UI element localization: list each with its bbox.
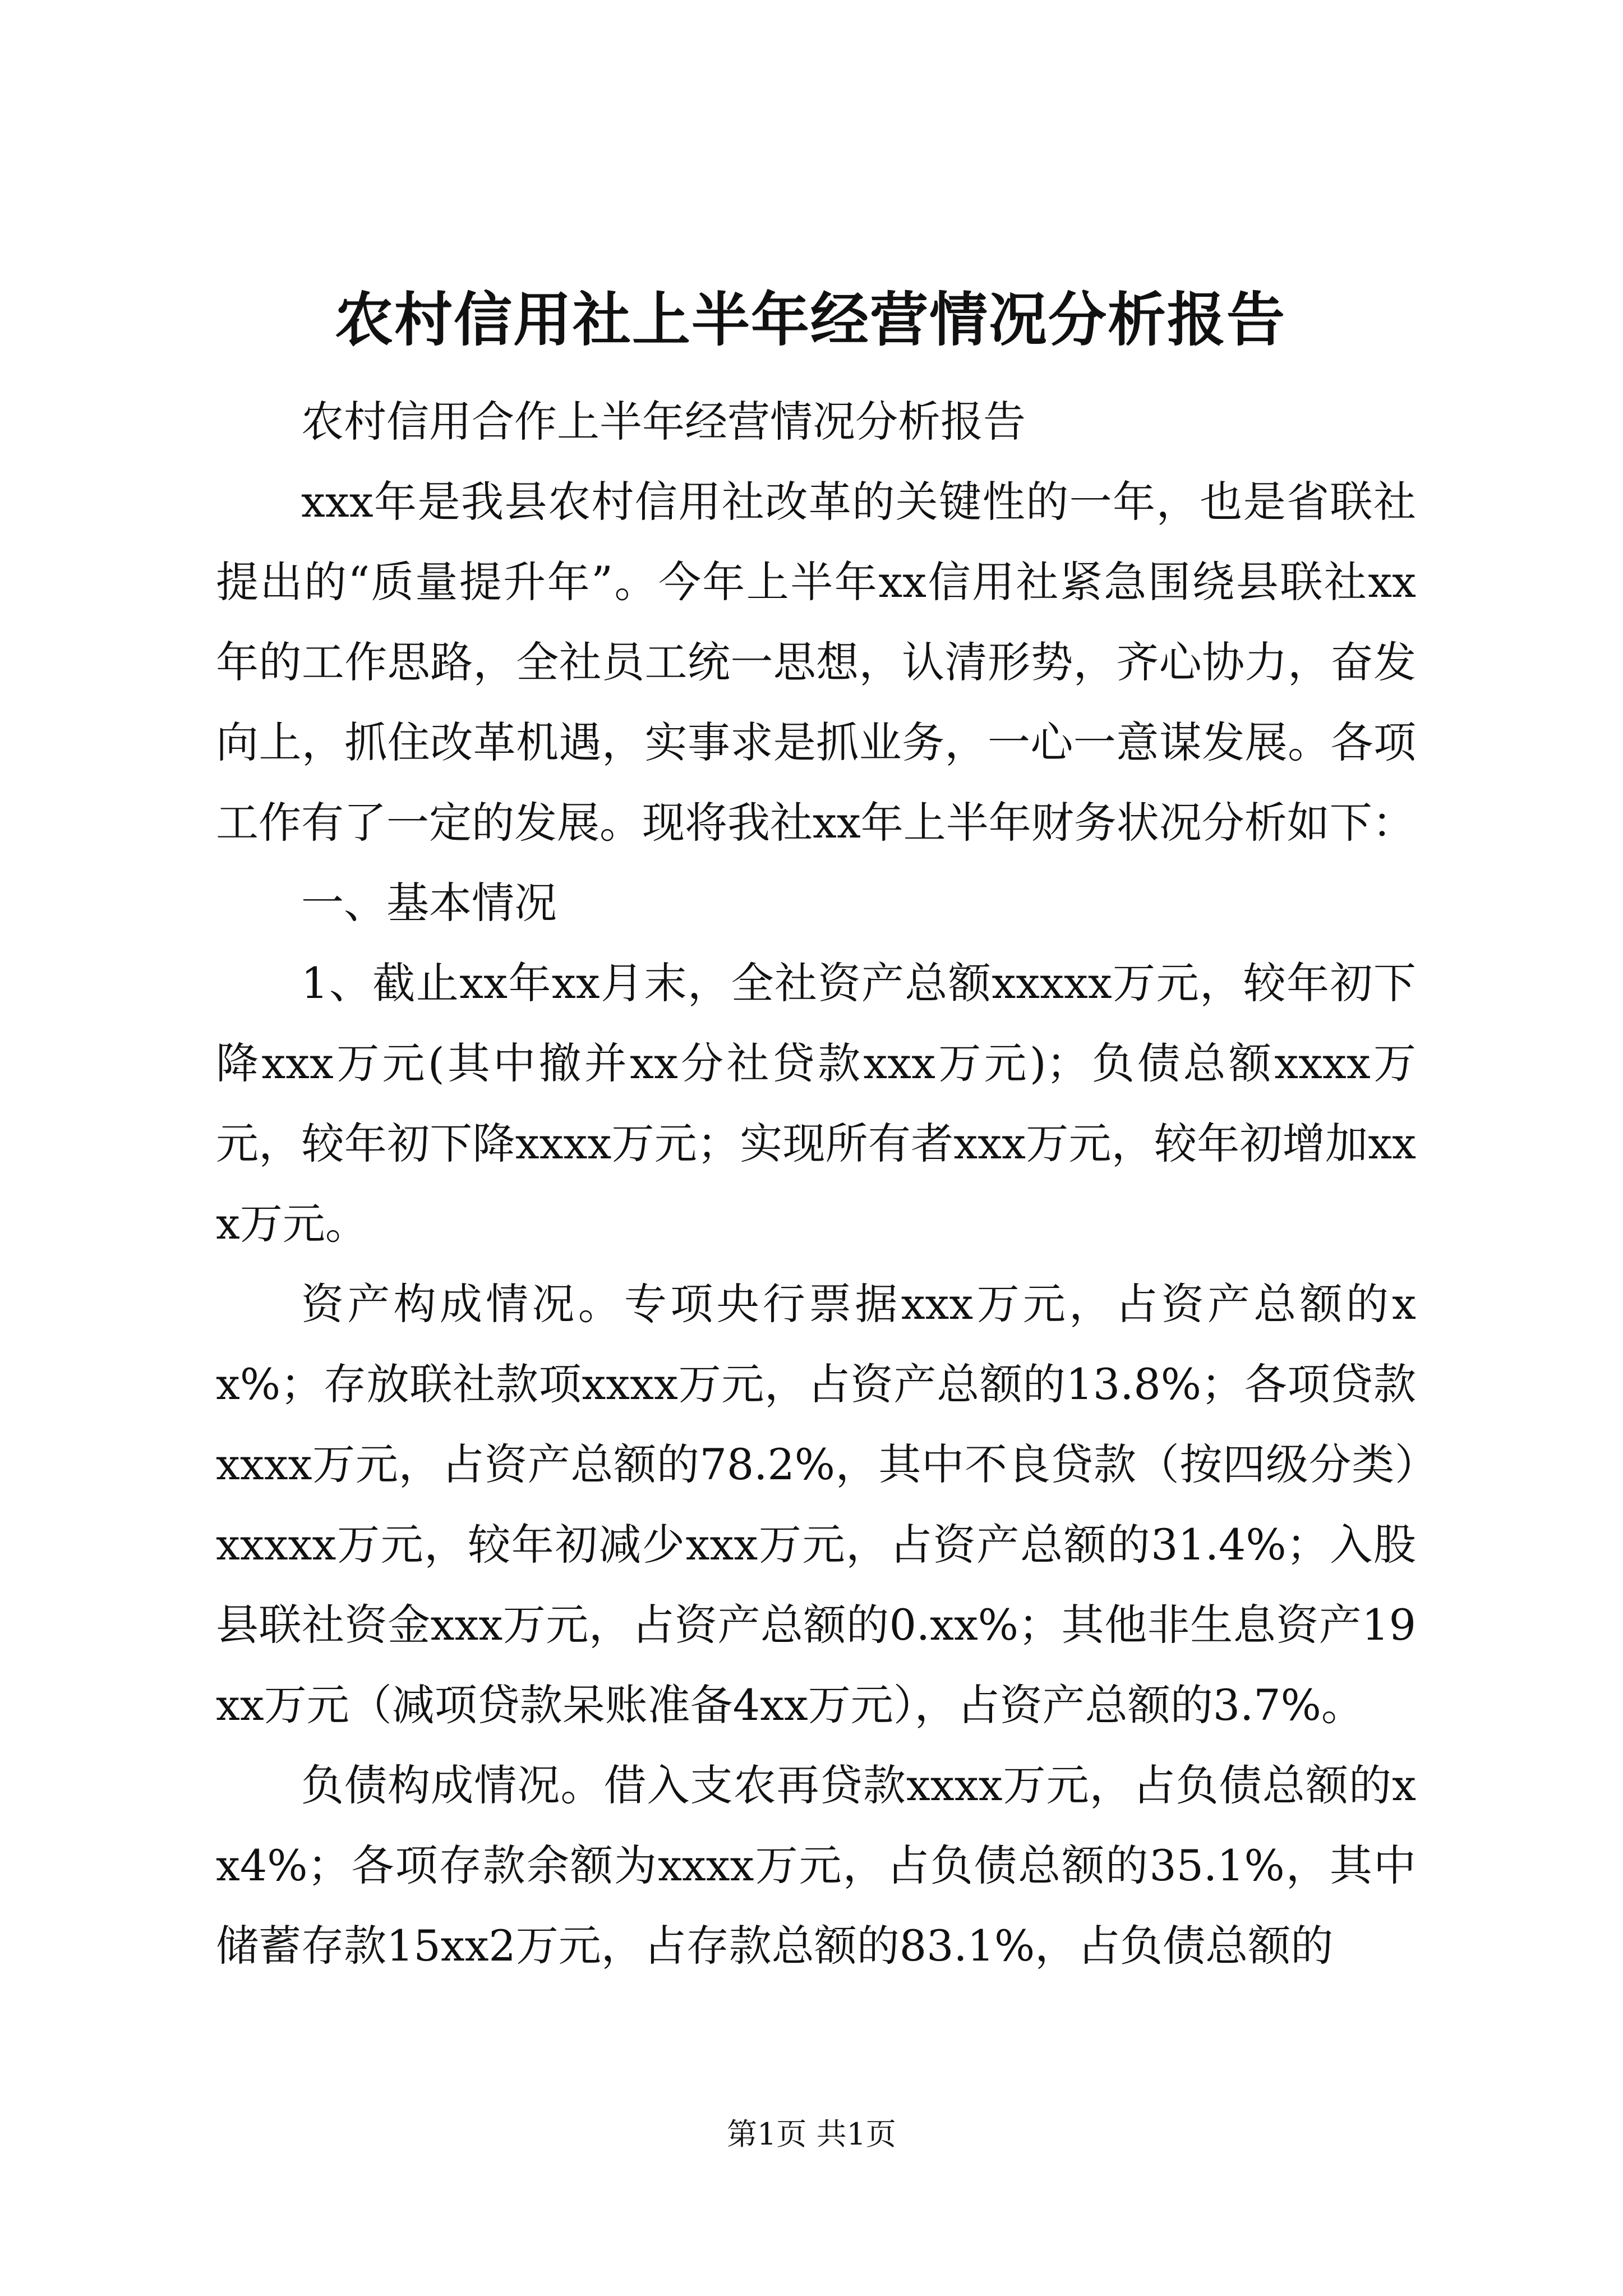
intro-paragraph: xxx年是我县农村信用社改革的关键性的一年，也是省联社提出的“质量提升年”。今年上半年xx信用社紧急围绕县联社xx年的工作思路，全社员工统一思想，认清形势，齐心协力，奋发向上，抓住改革机遇，实事求是抓业务，一心一意谋发展。各项工作有了一定的发展。现将我社xx年上半年财务状况分析如下：	[216, 477, 1416, 848]
document-body	[216, 381, 1416, 1986]
asset-composition-paragraph: 资产构成情况。专项央行票据xxx万元，占资产总额的xx%；存放联社款项xxxx万元，占资产总额的13.8%；各项贷款xxxx万元，占资产总额的78.2%，其中不良贷款（按四级分类）xxxxx万元，较年初减少xxx万元，占资产总额的31.4%；入股县联社资金xxx万元，占资产总额的0.xx%；其他非生息资产19xx万元（减项贷款呆账准备4xx万元），占资产总额的3.7%。	[216, 1279, 1416, 1730]
document-title: 农村信用社上半年经营情况分析报告	[334, 285, 1286, 354]
subtitle-paragraph: 农村信用合作上半年经营情况分析报告	[301, 397, 1026, 447]
section-heading: 一、基本情况	[301, 878, 557, 928]
basic-info-paragraph: 1、截止xx年xx月末，全社资产总额xxxxx万元，较年初下降xxx万元(其中撤并xx分社贷款xxx万元)；负债总额xxxx万元，较年初下降xxxx万元；实现所有者xxx万元，较年初增加xxx万元。	[216, 958, 1416, 1249]
liability-composition-paragraph: 负债构成情况。借入支农再贷款xxxx万元，占负债总额的xx4%；各项存款余额为xxxx万元，占负债总额的35.1%，其中储蓄存款15xx2万元，占存款总额的83.1%，占负债总额的	[216, 1760, 1416, 1971]
page-footer: 第1页 共1页	[727, 2116, 896, 2152]
